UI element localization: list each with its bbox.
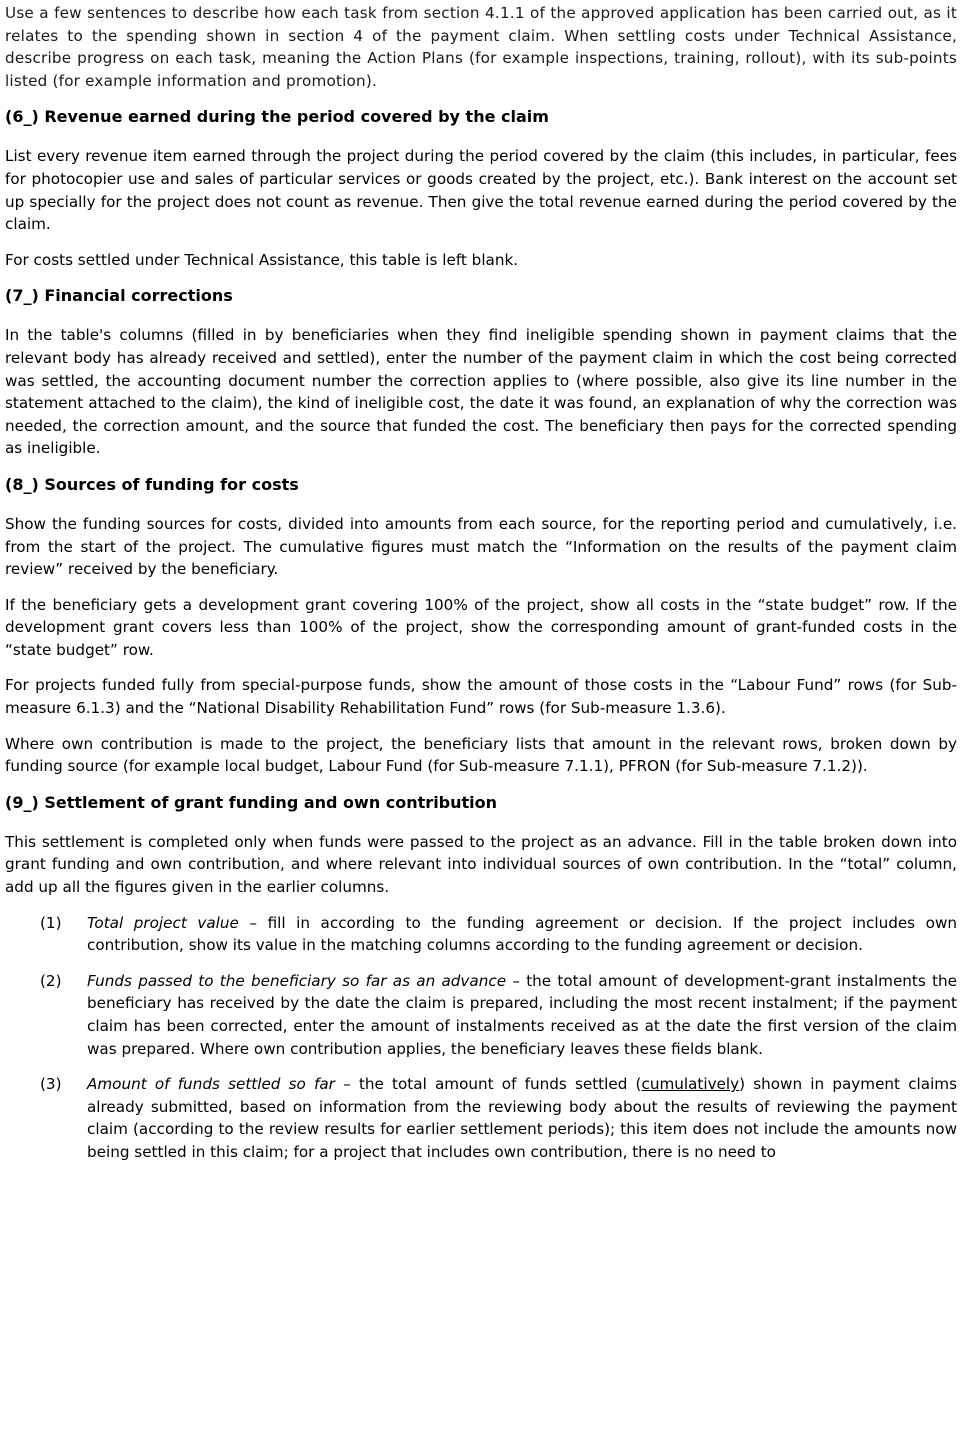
list-item bbox=[5, 912, 957, 957]
section-6-paragraph-1: List every revenue item earned through the project during the period covered by the claim (this includes, in particular, fees for photocopier use and sales of particular services or goods created by the project, etc.). Bank interest on the account set up specially for the project does not count as revenue. Then give the total revenue earned during the period covered by the claim. bbox=[5, 147, 957, 234]
list-item-number: (2) bbox=[40, 971, 62, 990]
section-8-paragraph-2: If the beneficiary gets a development grant covering 100% of the project, show all costs in the “state budget” row. If the development grant covers less than 100% of the project, show the corresponding amount of grant-funded costs in the “state budget” row. bbox=[5, 595, 957, 659]
section-9-heading: (9_) Settlement of grant funding and own contribution bbox=[5, 792, 498, 812]
list-item-body bbox=[87, 1073, 957, 1163]
intro-paragraph: Use a few sentences to describe how each task from section 4.1.1 of the approved application has been carried out, as it relates to the spending shown in section 4 of the payment claim. When settling costs under Technical Assistance, describe progress on each task, meaning the Action Plans (for example inspections, training, rollout), with its sub-points listed (for example information and promotion). bbox=[5, 4, 957, 90]
section-8-paragraph-4: Where own contribution is made to the project, the beneficiary lists that amount in the relevant rows, broken down by funding source (for example local budget, Labour Fund (for Sub-measure 7.1.1), PFRON (for Sub-measure 7.1.2)). bbox=[5, 734, 957, 776]
list-item-dash: – bbox=[334, 1075, 359, 1094]
list-item-dash: – bbox=[238, 913, 268, 932]
list-item-dash: – bbox=[506, 971, 527, 990]
list-item-text: the total amount of development-grant instalments the beneficiary has received by the date the claim is prepared, including the most recent instalment; if the payment claim has been corrected, enter the amount of instalments received as at the date the first version of the claim was prepared. Where own contribution applies, the beneficiary leaves these fields blank. bbox=[87, 971, 957, 1058]
list-item-term: Total project value bbox=[87, 913, 239, 932]
list-item-term: Funds passed to the beneficiary so far as an advance bbox=[87, 971, 507, 990]
list-item-text-after: ) shown in payment claims already submitted, based on information from the reviewing body about the results of reviewing the payment claim (according to the review results for earlier settlement periods); this item does not include the amounts now being settled in this claim; for a project that includes own contribution, there is no need to bbox=[87, 1075, 958, 1161]
section-7-heading: (7_) Financial corrections bbox=[5, 286, 233, 306]
section-8-paragraph-1: Show the funding sources for costs, divided into amounts from each source, for the reporting period and cumulatively, i.e. from the start of the project. The cumulative figures must match the “Information on the results of the payment claim review” received by the beneficiary. bbox=[5, 514, 957, 579]
section-8-heading: (8_) Sources of funding for costs bbox=[5, 474, 299, 494]
list-item bbox=[5, 1073, 957, 1163]
list-item-text: fill in according to the funding agreement or decision. If the project includes own contribution, show its value in the matching columns according to the funding agreement or decision. bbox=[87, 913, 957, 955]
section-8-paragraph-3: For projects funded fully from special-purpose funds, show the amount of those costs in the “Labour Fund” rows (for Sub-measure 6.1.3) and the “National Disability Rehabilitation Fund” rows (for Sub-measure 1.3.6). bbox=[5, 676, 957, 718]
list-item-text-before: the total amount of funds settled ( bbox=[358, 1075, 642, 1094]
section-9-paragraph: This settlement is completed only when funds were passed to the project as an advance. Fill in the table broken down into grant funding and own contribution, and where relevant into individual sources of own contribution. In the “total” column, add up all the figures given in the earlier columns. bbox=[5, 832, 957, 897]
section-7-paragraph: In the table's columns (filled in by beneficiaries when they find ineligible spending shown in payment claims that the relevant body has already received and settled), enter the number of the payment claim in which the cost being corrected was settled, the accounting document number the correction applies to (where possible, also give its line number in the statement attached to the claim), the kind of ineligible cost, the date it was found, an explanation of why the correction was needed, the correction amount, and the source that funded the cost. The beneficiary then pays for the corrected spending as ineligible. bbox=[5, 326, 957, 458]
list-item-body bbox=[87, 970, 957, 1060]
section-6-paragraph-2: For costs settled under Technical Assistance, this table is left blank. bbox=[5, 250, 519, 269]
list-item-term: Amount of funds settled so far bbox=[87, 1075, 335, 1094]
list-item-body bbox=[87, 912, 957, 957]
list-item bbox=[5, 970, 957, 1060]
list-item-number: (1) bbox=[40, 913, 62, 932]
numbered-list bbox=[5, 912, 957, 1164]
list-item-number: (3) bbox=[40, 1075, 62, 1094]
list-item-underlined-word: cumulatively bbox=[641, 1075, 740, 1094]
section-6-heading: (6_) Revenue earned during the period covered by the claim bbox=[5, 107, 549, 127]
